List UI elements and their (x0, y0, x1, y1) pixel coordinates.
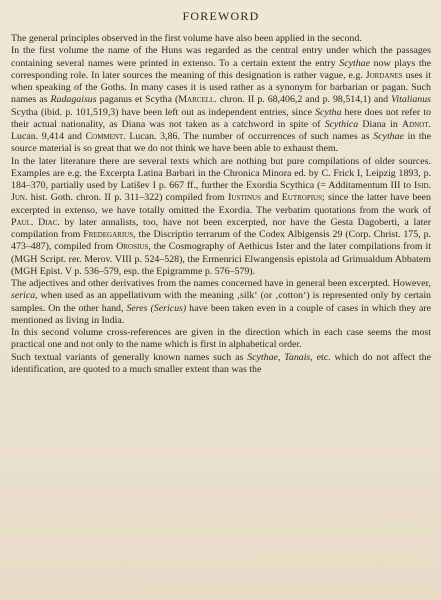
text-run: Diana in (358, 118, 402, 130)
text-run: Comment. (85, 131, 126, 142)
text-run: In the later literature there are several texts which are nothing but pure compilations of older sources. Examples are e.g. the Excerpta Latina Barbari in the Chronica Minora ed. by C. Frick I, Leipzig 1893, p. 184–370, partially used by Latišev I p. 667 ff., further the Exordia Scythica (= Additamentum III to (11, 155, 431, 191)
paragraph (11, 352, 431, 377)
paragraph (11, 33, 431, 45)
text-run: Fredegarius (83, 229, 134, 240)
text-run: Vitalianus (391, 94, 431, 106)
text-run: serica (11, 290, 36, 302)
text-run: and (260, 192, 282, 204)
text-run: Scytha (ibid. p. 101,519,3) have been left out as independent entries, since (11, 106, 316, 118)
text-run: Tanais (284, 351, 311, 363)
text-run: , etc. which do not affect the identification, are quoted to a much smaller extent than was the (11, 351, 432, 375)
text-run: , (277, 351, 285, 363)
text-run: Scythae (247, 351, 278, 363)
text-run: The general principles observed in the first volume have also been applied in the second. (11, 33, 362, 44)
text-run: , the Cosmography of Aethicus Ister and the later compilations from it (MGH Script. rer. Merov. VIII p. 524–528), the Ermenrici Elwangensis epistola ad Grimualdum Abbatem (MGH Epist. V p. 536–579, esp. the Epigramme p. 576–579). (11, 241, 431, 277)
text-run: ; since the latter have been excerpted in extenso, we have totally omitted the Exordia. The verbatim quotations from the work of (11, 192, 431, 216)
text-run: Iustinus (228, 192, 261, 204)
text-run: Marcell. (178, 94, 217, 106)
text-run: The adjectives and other derivatives from the names concerned have in general been excerpted. However, (11, 278, 431, 289)
text-run: , when used as an appellativum with the meaning ‚silk‘ (or ‚cotton‘) is represented only by certain samples. On the other hand, (11, 290, 431, 314)
text-run: uses it when speaking of the Goths. In many cases it is used rather as a synonym for barbarian or pagan. Such names as (11, 69, 431, 106)
page-title: FOREWORD (182, 9, 260, 23)
text-run: hist. Goth. chron. II p. 311–322) compiled from (27, 192, 229, 204)
text-run: have been taken even in a couple of cases in which they are mentioned as living in India. (11, 302, 432, 326)
text-run: , the Discriptio terrarum of the Codex Albigensis 29 (Corp. Christ. 175, p. 473–487), compiled from (11, 229, 431, 253)
text-run: Orosius (116, 241, 149, 253)
text-run: Scythica (324, 118, 359, 130)
text-run: paganus et Scytha ( (96, 94, 179, 106)
paragraph (11, 156, 431, 279)
text-run: Scytha (315, 106, 342, 118)
text-run: chron. II p. 68,406,2 and p. 98,514,1) and (216, 94, 392, 106)
paragraph (11, 45, 431, 155)
text-run: In this second volume cross-references are given in the direction which in each case seems the most practical one and not only to the name which is first in alphabetical order. (11, 327, 431, 351)
text-run: now plays the corresponding role. In later sources the meaning of this designation is rather vague, e.g. (11, 57, 431, 81)
paragraph (11, 278, 431, 327)
text-run: here does not refer to their actual nationality, as Diana was not taken as a catchword in spite of (11, 106, 431, 130)
text-run: in the source material is so great that we do not think we have been able to exhaust them. (11, 131, 431, 155)
paragraph (11, 327, 431, 352)
text-run: Adnot. (401, 118, 432, 130)
text-run: In the first volume the name of the Huns was regarded as the central entry under which the passages containing several names were printed in extenso. To a certain extent the entry (11, 45, 431, 69)
text-run: Eutropius (281, 192, 323, 204)
text-run: Radagaisus (50, 94, 97, 106)
text-run: Scythae (373, 131, 404, 142)
text-run: Seres (Sericus) (126, 302, 187, 314)
text-run: Scythae (339, 57, 370, 69)
text-run: Such textual variants of generally known names such as (11, 351, 248, 363)
text-run: Jordanes (365, 69, 403, 81)
text-run: by later annalists, too, have not been excerpted, nor have the Gesta Dagoberti, a later compilation from (11, 216, 431, 240)
foreword-body (11, 33, 431, 376)
text-run: Paul. Diac. (11, 216, 60, 228)
text-run: Lucan. 9,414 and (11, 131, 86, 142)
text-run: Lucan. 3,86. The number of occurrences of such names as (125, 131, 374, 142)
text-run: Isid. Jun. (11, 180, 431, 204)
